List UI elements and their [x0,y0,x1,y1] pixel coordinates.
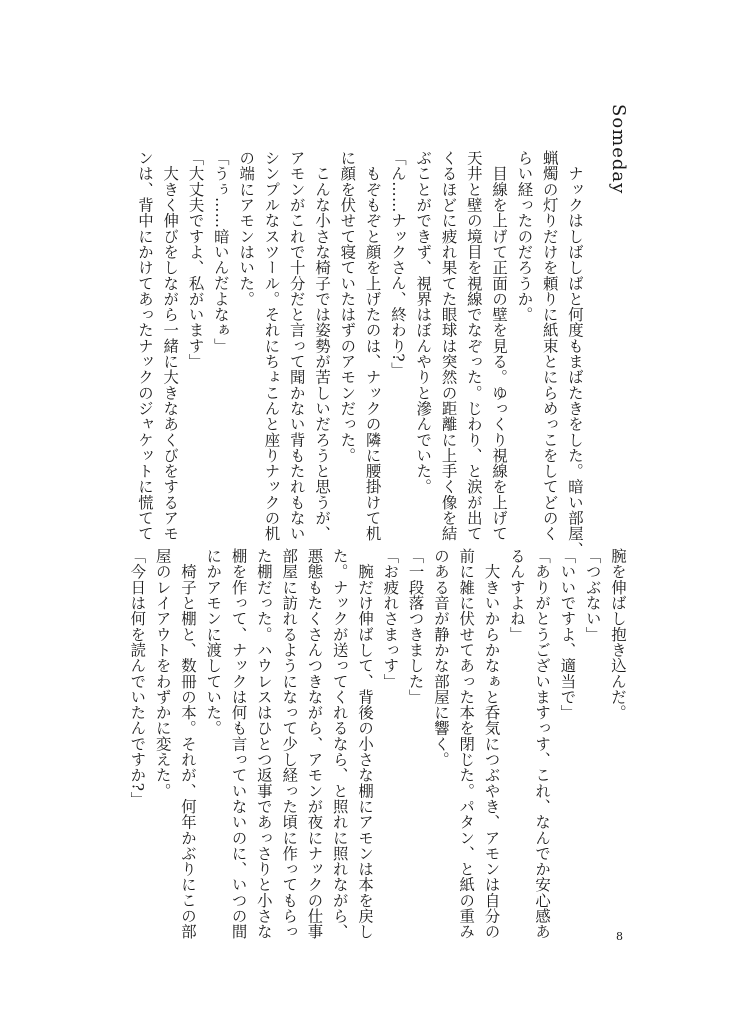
text-line: のある音が静かな部屋に響く。 [431,548,450,768]
text-line: くるほどに疲れ果てた眼球は突然の距離に上手く像を結 [439,150,458,542]
text-line: 「ん……ナックさん、終わり?」 [388,150,407,378]
text-line: ぶことができず、視界はぼんやりと滲んでいた。 [414,150,433,495]
text-line: に顔を伏せて寝ていたはずのアモンだった。 [338,150,357,463]
page-number: 8 [616,930,623,943]
text-line: 「一段落つきました」 [406,548,425,705]
text-line: 椅子と棚と、数冊の本。それが、何年かぶりにこの部 [178,548,197,940]
text-line: 悪態もたくさんつきながら、アモンが夜にナックの仕事 [305,548,324,940]
text-line: 「ありがとうございますっす、これ、なんでか安心感あ [533,548,552,940]
text-line: 目線を上げて正面の壁を見る。ゆっくり視線を上げて [490,150,509,542]
text-line: 大きく伸びをしながら一緒に大きなあくびをするアモ [161,150,180,542]
text-line: 「うぅ……暗いんだよなぁ」 [211,150,230,354]
text-line: 「いいですよ、適当で」 [558,548,577,721]
text-line: ナックはしばしばと何度もまばたきをした。暗い部屋、 [566,150,584,557]
text-line: た棚だった。ハウレスはひとつ返事であっさりと小さな [254,548,273,940]
top-text-block [132,150,587,557]
text-line: にかアモンに渡していた。 [204,548,223,736]
text-line: 「大丈夫ですよ、私がいます」 [186,150,205,370]
text-line: らい経ったのだろうか。 [515,150,534,323]
text-line: るんすよね」 [507,548,526,642]
text-line: 前に雑に伏せてあった本を閉じた。パタン、と紙の重み [457,548,476,940]
text-line: シンプルなスツール。それにちょこんと座りナックの机 [262,150,281,542]
text-line: 屋のレイアウトをわずかに変えた。 [153,548,172,799]
text-line: 腕だけ伸ばして、背後の小さな棚にアモンは本を戻し [356,548,375,940]
text-line: もぞもぞと顔を上げたのは、ナックの隣に腰掛けて机 [363,150,382,542]
text-line: 天井と壁の境目を視線でなぞった。じわり、と涙が出て [464,150,483,542]
text-line: 蝋燭の灯りだけを頼りに紙束とにらめっこをしてどのく [540,150,559,542]
text-line: 腕を伸ばし抱き込んだ。 [609,548,627,721]
text-line: 「つぶない」 [583,548,602,642]
bottom-text-block [124,548,630,940]
page-title: Someday [608,104,629,195]
text-line: アモンがこれで十分だと言って聞かない背もたれもない [287,150,306,542]
text-line: 「今日は何を読んでいたんですか?」 [128,548,147,807]
text-line: た。ナックが送ってくれるなら、と照れに照れながら、 [330,548,349,940]
text-line: 部屋に訪れるようになって少し経った頃に作ってもらっ [280,548,299,940]
text-line: の端にアモンはいた。 [237,150,256,307]
text-line: 「お疲れさまっす」 [381,548,400,689]
text-line: 大きいからかなぁと呑気につぶやき、アモンは自分の [482,548,501,940]
text-line: こんな小さな椅子では姿勢が苦しいだろうと思うが、 [313,150,332,542]
text-line: 棚を作って、ナックは何も言っていないのに、いつの間 [229,548,248,940]
text-line: ンは、背中にかけてあったナックのジャケットに慌てて [135,150,154,542]
